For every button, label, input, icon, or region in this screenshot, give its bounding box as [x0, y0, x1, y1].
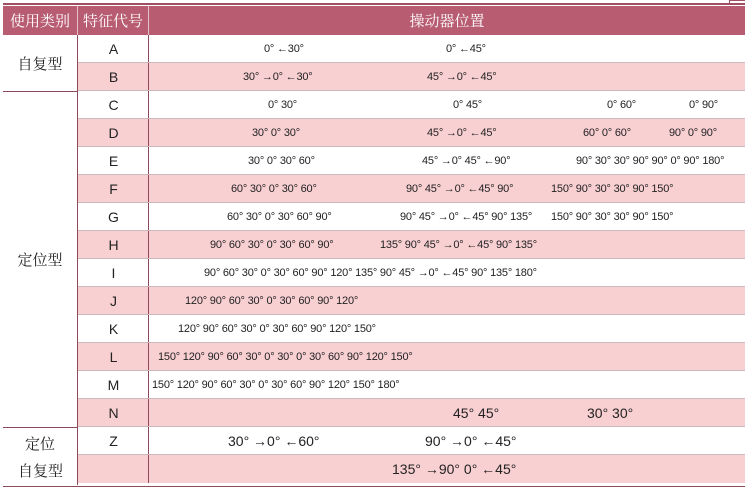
code-cell: F — [79, 175, 149, 202]
position-cell: 45° →0° ←45° — [427, 126, 497, 139]
table-row-a — [3, 35, 745, 63]
top-rule — [3, 3, 745, 5]
position-cell: 0° ←45° — [446, 42, 486, 55]
group-self-reset: 自复型 — [3, 35, 78, 91]
position-cell: 45° →0° 45° ←90° — [422, 154, 511, 167]
table-row-d — [3, 119, 745, 147]
position-cell: 90° 30° 30° 90° 90° 0° 90° 180° — [576, 154, 725, 167]
position-cell: 45° 45° — [453, 404, 500, 421]
position-cell: 30° 0° 30° 60° — [248, 154, 315, 167]
group-label-line1: 定位 — [25, 436, 56, 453]
code-cell: A — [79, 35, 149, 62]
table-row-l — [3, 343, 745, 371]
table-row-j — [3, 287, 745, 315]
code-cell: L — [79, 343, 149, 370]
position-cell: 30° →0° ←30° — [243, 70, 313, 83]
table-row-n — [3, 399, 745, 427]
position-cell: 150° 90° 30° 30° 90° 150° — [551, 182, 674, 195]
position-cell: 60° 0° 60° — [583, 126, 631, 139]
code-cell: D — [79, 119, 149, 146]
position-cell: 150° 120° 90° 60° 30° 0° 30° 60° 90° 120° 150° 180° — [152, 378, 400, 391]
position-cell: 90° 60° 30° 0° 30° 60° 90° — [210, 238, 334, 251]
code-cell: H — [79, 231, 149, 258]
position-cell: 30° 30° — [587, 404, 634, 421]
position-cell: 120° 90° 60° 30° 0° 30° 60° 90° 120° 150° — [178, 322, 376, 335]
code-cell: M — [79, 371, 149, 398]
table-row-i — [3, 259, 745, 287]
position-cell: 45° →0° ←45° — [427, 70, 497, 83]
position-cell: 60° 30° 0° 30° 60° 90° — [227, 210, 332, 223]
group-positioning-self-reset — [3, 428, 78, 485]
code-cell: J — [79, 287, 149, 314]
header-row — [3, 6, 745, 35]
position-cell: 60° 30° 0° 30° 60° — [231, 182, 317, 195]
code-cell: N — [79, 399, 149, 426]
code-cell — [79, 455, 149, 483]
position-cell: 30° 0° 30° — [252, 126, 300, 139]
code-cell: B — [79, 63, 149, 90]
group-label-line2: 自复型 — [18, 463, 64, 480]
header-code: 特征代号 — [78, 6, 149, 35]
table-row-k — [3, 315, 745, 343]
position-cell: 135° →90° 0° ←45° — [392, 461, 517, 477]
table-row-h — [3, 231, 745, 259]
table-row-z-2 — [3, 455, 745, 483]
table-row-b — [3, 63, 745, 91]
position-cell: 0° 30° — [268, 98, 298, 111]
position-cell: 0° 45° — [453, 98, 483, 111]
position-cell: 30° →0° ←60° — [228, 432, 320, 449]
position-cell: 90° 0° 90° — [669, 126, 717, 139]
table-row-z — [3, 427, 745, 455]
table-row-g — [3, 203, 745, 231]
position-cell: 0° 90° — [689, 98, 719, 111]
header-position: 操动器位置 — [409, 13, 485, 30]
table-row-m — [3, 371, 745, 399]
code-cell: E — [79, 147, 149, 174]
code-cell: C — [79, 91, 149, 118]
position-cell: 0° 60° — [607, 98, 637, 111]
code-cell: G — [79, 203, 149, 230]
table-row-c — [3, 91, 745, 119]
position-cell: 90° 60° 30° 0° 30° 60° 90° 120° 135° 90° 45° →0° ←45° 90° 135° 180° — [204, 266, 537, 279]
position-cell: 90° 45° →0° ←45° 90° 135° — [400, 210, 533, 223]
position-cell: 90° →0° ←45° — [425, 432, 517, 449]
group-positioning: 定位型 — [3, 92, 78, 427]
code-cell: I — [79, 259, 149, 286]
bottom-rule — [3, 486, 745, 487]
code-cell: Z — [79, 427, 149, 454]
position-cell: 150° 90° 30° 30° 90° 150° — [551, 210, 674, 223]
position-cell: 90° 45° →0° ←45° 90° — [406, 182, 514, 195]
operator-position-table — [3, 6, 745, 483]
position-cell: 150° 120° 90° 60° 30° 0° 30° 0° 30° 60° 90° 120° 150° — [158, 350, 413, 363]
table-row-e — [3, 147, 745, 175]
header-type: 使用类别 — [3, 6, 78, 35]
position-cell: 120° 90° 60° 30° 0° 30° 60° 90° 120° — [185, 294, 359, 307]
position-cell: 0° ←30° — [264, 42, 304, 55]
position-cell: 135° 90° 45° →0° ←45° 90° 135° — [380, 238, 537, 251]
table-row-f — [3, 175, 745, 203]
code-cell: K — [79, 315, 149, 342]
